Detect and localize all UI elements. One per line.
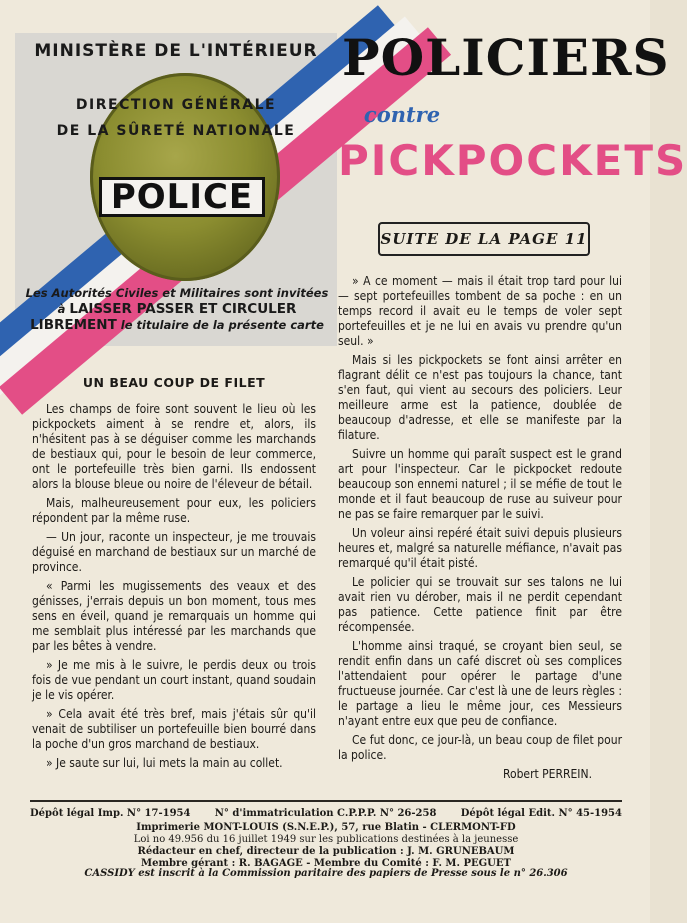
footer-cassidy: CASSIDY est inscrit à la Commission paritaire des papiers de Presse sous le n° 26.306 [84, 868, 568, 879]
paragraph: L'homme ainsi traqué, se croyant bien seul, se rendit enfin dans un café discret où ses complices l'attendaient pour opérer le partage d'une fructueuse journée. Car c'est là une de leurs règles : le partage a lieu le même jour, ces Messieurs n'ayant entre eux que peu de confiance. [338, 639, 622, 728]
footer-divider [30, 800, 622, 802]
left-column [32, 402, 316, 775]
footer-redacteur: Rédacteur en chef, directeur de la publication : J. M. GRUNEBAUM [137, 846, 515, 857]
footer-legal-row [30, 808, 622, 820]
headline-policiers: POLICIERS [342, 28, 670, 87]
paragraph: Suivre un homme qui paraît suspect est le grand art pour l'inspecteur. Car le pickpocket redoute beaucoup son ennemi naturel ; il se méfie de tout le monde et il faut beaucoup de ruse au suiveur pour ne pas se faire remarquer par le suivi. [338, 447, 622, 521]
paragraph: » Je saute sur lui, lui mets la main au collet. [46, 756, 283, 770]
paragraph: » Je me mis à le suivre, le perdis deux ou trois fois de vue pendant un court instant, quand soudain je le vis opérer. [32, 658, 316, 702]
paragraph: Le policier qui se trouvait sur ses talons ne lui avait rien vu dérober, mais il ne perdit cependant pas patience. Cette patience finit par être récompensée. [338, 575, 622, 634]
card-direction-line1: DIRECTION GÉNÉRALE [75, 97, 277, 113]
footer-immatriculation: N° d'immatriculation C.P.P.P. N° 26-258 [214, 808, 437, 819]
card-direction-line2: DE LA SÛRETÉ NATIONALE [56, 123, 296, 139]
paragraph: — Un jour, raconte un inspecteur, je me trouvais déguisé en marchand de bestiaux sur un marché de province. [32, 530, 316, 574]
author-signature: Robert PERREIN. [503, 767, 592, 781]
paragraph: Les champs de foire sont souvent le lieu où les pickpockets aiment à se rendre et, alors, ils n'hésitent pas à se déguiser comme les marchands de bestiaux qui, pour le besoin de leur commerce, ont le portefeuille très bien garni. Ils endossent alors la blouse bleue ou noire de l'éleveur de bétail. [32, 402, 316, 491]
paragraph: Mais si les pickpockets se font ainsi arrêter en flagrant délit ce n'est pas toujours la chance, tant s'en faut, qui vient au secours des policiers. Leur meilleure arme est la patience, doublée de beaucoup d'adresse, et elle se manifeste par la filature. [338, 353, 622, 442]
footer-depot-edit: Dépôt légal Edit. N° 45-1954 [460, 808, 622, 819]
paragraph: Un voleur ainsi repéré était suivi depuis plusieurs heures et, malgré sa naturelle méfiance, n'avait pas remarqué qu'il était pisté. [338, 526, 622, 570]
card-notice-emphasis: LAISSER PASSER ET CIRCULER LIBREMENT [30, 301, 297, 333]
footer-imprimerie: Imprimerie MONT-LOUIS (S.N.E.P.), 57, rue Blatin - CLERMONT-FD [136, 822, 516, 833]
card-notice [23, 285, 331, 333]
continued-from-box: SUITE DE LA PAGE 11 [378, 222, 590, 256]
paragraph: « Parmi les mugissements des veaux et des génisses, j'errais depuis un bon moment, tous mes sens en éveil, quand je remarquais un homme qui me semblait plus intéressé par les marchands que par les bêtes à vendre. [32, 579, 316, 653]
paragraph: Ce fut donc, ce jour-là, un beau coup de filet pour la police. [338, 733, 622, 762]
article-title: UN BEAU COUP DE FILET [82, 375, 266, 390]
card-notice-part2: le titulaire de la présente carte [120, 318, 324, 332]
police-card-illustration [15, 33, 337, 346]
paragraph: » Cela avait été très bref, mais j'étais sûr qu'il venait de subtiliser un portefeuille bien bourré dans la poche d'un gros marchand de bestiaux. [32, 707, 316, 751]
card-notice-part1: Les Autorités Civiles et Militaires sont invitées à [25, 286, 329, 316]
paragraph: » A ce moment — mais il était trop tard pour lui — sept portefeuilles tombent de sa poche : en un temps record il avait eu le temps de voler sept portefeuilles et je ne lui en avais vu prendre qu'un seul. » [338, 274, 622, 348]
paragraph: Mais, malheureusement pour eux, les policiers répondent par la même ruse. [32, 496, 316, 525]
footer-depot-imp: Dépôt légal Imp. N° 17-1954 [30, 808, 191, 819]
police-badge-label: POLICE [99, 177, 265, 217]
headline-contre: contre [363, 102, 441, 127]
headline-pickpockets: PICKPOCKETS [338, 136, 687, 185]
footer-gerant: Membre gérant : R. BAGAGE - Membre du Comité : F. M. PEGUET [141, 858, 511, 869]
footer-loi: Loi no 49.956 du 16 juillet 1949 sur les publications destinées à la jeunesse [133, 834, 519, 845]
right-column [338, 274, 622, 782]
card-ministry: MINISTÈRE DE L'INTÉRIEUR [34, 41, 318, 61]
